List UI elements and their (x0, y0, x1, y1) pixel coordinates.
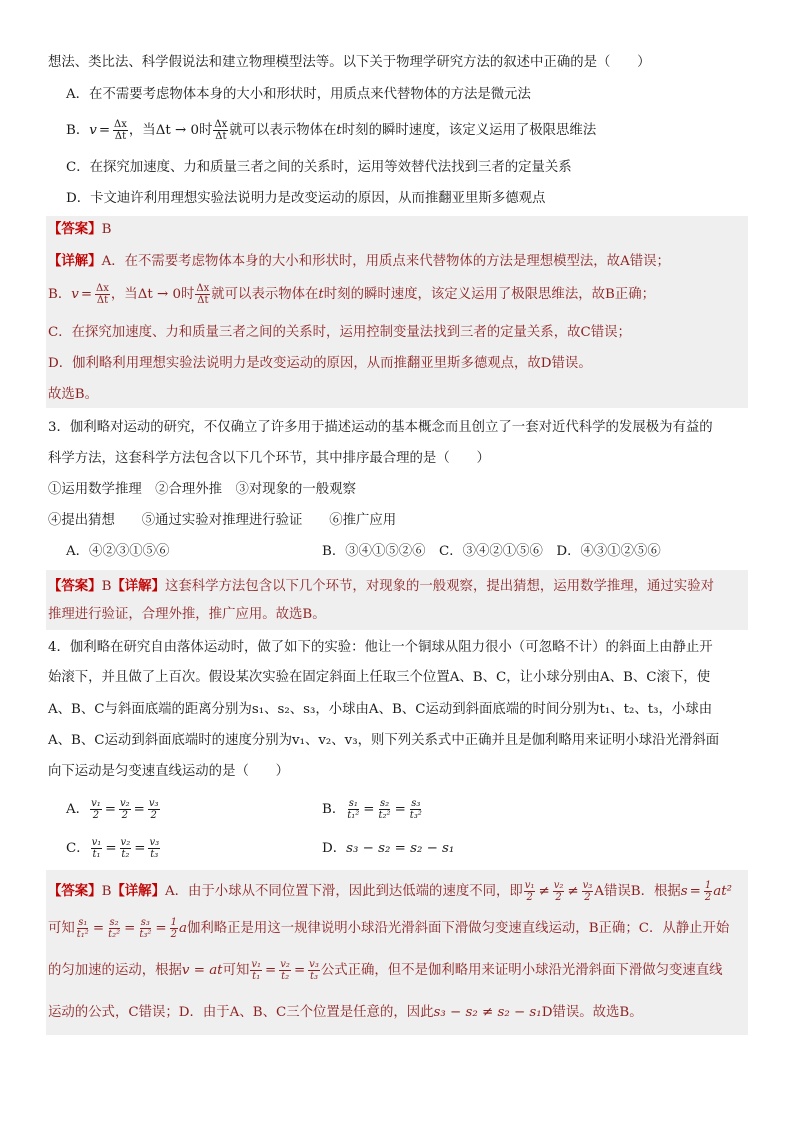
q4-detail-3-post: 公式正确，但不是伽利略用来证明小球沿光滑斜面下滑做匀变速直线 (320, 963, 723, 978)
answer-tag: 【答案】 (48, 578, 102, 594)
q4-option-b: B． $\frac{\text{s₁}}{\text{t₁²}}$ = $\frac{\text{s₂}}{\text{t₂²}}$ = $\frac{\text{s₃}}{\text{t₃²}}$ (322, 798, 422, 821)
q2-option-d: D．卡文迪许利用理想实验法说明力是改变运动的原因，从而推翻亚里斯多德观点 (66, 191, 546, 206)
detail-tag: 【详解】 (111, 883, 165, 899)
frac-num: Δx (196, 283, 210, 294)
q3-answer-line (48, 573, 744, 599)
q2-option-b-frac-2 (213, 119, 228, 142)
q4-option-a-label: A． (66, 802, 90, 817)
q2-answer-box (46, 216, 748, 408)
q4-detail-4-pre: 运动的公式，C错误；D．由于A、B、C三个位置是任意的，因此 (48, 1005, 434, 1020)
q3-answer-text-1: 这套科学方法包含以下几个环节，对现象的一般观察，提出猜想，运用数学推理，通过实验对 (164, 579, 714, 594)
q2-option-b-v: v (89, 123, 97, 138)
detail-b-t: t (318, 287, 324, 302)
answer-value: B (101, 579, 112, 594)
q4-detail-3-pre: 的匀加速的运动，根据 (48, 963, 182, 978)
q4-detail-3: 的匀加速的运动，根据v = at可知 $\frac{\text{v₁}}{\text{t₁}}$ = $\frac{\text{v₂}}{\text{t₂}}$ = $\frac{\text{v₃}}{\text{t₃}}$ 公式正确，但不是伽利略用来证明小球沿光滑斜面下滑做匀变速直线 (48, 959, 723, 982)
detail-tag: 【详解】 (111, 578, 165, 594)
q4-detail-3-eq: v = at (181, 963, 223, 978)
q2-option-b-t: t (336, 123, 342, 138)
q4-detail-1-pre: A．由于小球从不同位置下滑，因此到达低端的速度不同，即 (164, 884, 523, 899)
q2-detail-a (48, 248, 744, 274)
q3-stem-2: 科学方法，这套科学方法包含以下几个环节，其中排序最合理的是（ ） (48, 451, 490, 466)
q3-answer-box (46, 570, 748, 630)
frac-num: Δx (96, 283, 109, 294)
q4-detail-4 (48, 1000, 744, 1026)
q2-option-b-cond: ，当Δt → 0时 (128, 123, 213, 138)
detail-b-label: B． (48, 287, 72, 302)
q2-option-b (66, 116, 754, 146)
q4-detail-2-pre: 可知 (48, 921, 75, 936)
q2-option-b-suffix: 时刻的瞬时速度，该定义运用了极限思维法 (341, 123, 597, 138)
q4-option-c: C． $\frac{\text{v₁}}{\text{t₁}}$ = $\frac{\text{v₂}}{\text{t₂}}$ = $\frac{\text{v₃}}{\text{t₃}}$ (66, 837, 160, 860)
q3-items-1: ①运用数学推理 ②合理外推 ③对现象的一般观察 (48, 482, 356, 497)
q4-detail-3-mid: 可知 (222, 963, 250, 978)
q3-option-a: A．④②③①⑤⑥ (66, 544, 170, 559)
q3-stem-1: 3．伽利略对运动的研究，不仅确立了许多用于描述运动的基本概念而且创立了一套对近代科学的发展极为有益的 (48, 420, 713, 435)
q2-stem: 想法、类比法、科学假说法和建立物理模型法等。以下关于物理学研究方法的叙述中正确的是（ ） (48, 55, 651, 70)
q2-detail-d: D．伽利略利用理想实验法说明力是改变运动的原因，从而推翻亚里斯多德观点，故D错误。 (48, 356, 592, 371)
frac-den: Δt (96, 295, 109, 306)
q4-detail-4-post: D错误。故选B。 (541, 1005, 643, 1020)
q2-option-b-eq: = (98, 123, 111, 138)
q2-detail-b (48, 280, 744, 310)
detail-b-eq: = (80, 287, 93, 302)
q4-option-b-label: B． (322, 802, 346, 817)
q3-answer-line-2: 推理进行验证，合理外推，推广应用。故选B。 (48, 607, 326, 622)
frac-den: Δt (215, 131, 227, 142)
q3-items-2: ④提出猜想 ⑤通过实验对推理进行验证 ⑥推广应用 (48, 513, 397, 528)
q3-options-bcd: B．③④①⑤②⑥ C．③④②①⑤⑥ D．④③①②⑤⑥ (322, 544, 661, 559)
frac-num: Δx (214, 119, 228, 130)
q2-option-a: A．在不需要考虑物体本身的大小和形状时，用质点来代替物体的方法是微元法 (66, 87, 531, 102)
q2-answer-line (48, 216, 744, 242)
detail-b-cond: ，当Δt → 0时 (110, 287, 195, 302)
detail-b-frac-2 (195, 283, 210, 306)
frac-den: Δt (197, 295, 209, 306)
q4-stem-5: 向下运动是匀变速直线运动的是（ ） (48, 764, 290, 779)
frac-den: Δt (114, 131, 127, 142)
q2-option-c: C．在探究加速度、力和质量三者之间的关系时，运用等效替代法找到三者的定量关系 (66, 160, 572, 175)
q2-option-b-mid: 就可以表示物体在 (229, 123, 337, 138)
q4-option-d (322, 836, 454, 862)
frac-num: Δx (114, 119, 127, 130)
q4-option-c-label: C． (66, 841, 90, 856)
answer-value: B (101, 884, 112, 899)
q4-stem-2: 始滚下，并且做了上百次。假设某次实验在固定斜面上任取三个位置A、B、C，让小球分别由A、B、C滚下，使 (48, 670, 711, 685)
q4-detail-1-mid: A错误B．根据 (594, 884, 681, 899)
q4-stem-1: 4．伽利略在研究自由落体运动时，做了如下的实验：他让一个铜球从阻力很小（可忽略不计）的斜面上由静止开 (48, 640, 713, 655)
q2-detail-c: C．在探究加速度、力和质量三者之间的关系时，运用控制变量法找到三者的定量关系，故C错误； (48, 325, 631, 340)
answer-tag: 【答案】 (48, 883, 102, 899)
q4-option-a: A． $\frac{\text{v₁}}{2}$ = $\frac{\text{v₂}}{2}$ = $\frac{\text{v₃}}{2}$ (66, 798, 159, 821)
q4-option-d-expr: s₃ − s₂ = s₂ − s₁ (346, 841, 455, 856)
q4-detail-4-expr: s₃ − s₂ ≠ s₂ − s₁ (433, 1005, 542, 1020)
detail-a-text: A．在不需要考虑物体本身的大小和形状时，用质点来代替物体的方法是理想模型法，故A错误； (101, 254, 670, 269)
q2-conclusion: 故选B。 (48, 387, 99, 402)
q4-detail-1: 【答案】B【详解】A．由于小球从不同位置下滑，因此到达低端的速度不同，即 $\frac{\text{v₁}}{2}$ ≠ $\frac{\text{v₂}}{2}$ ≠ $\frac{\text{v₃}}{2}$ A错误B．根据s = $\frac{1}{2}$ at² (48, 880, 732, 903)
q4-answer-box (46, 870, 748, 1035)
detail-b-mid: 就可以表示物体在 (211, 287, 319, 302)
answer-value: B (101, 222, 112, 237)
q2-option-b-label: B． (66, 123, 90, 138)
detail-b-suffix: 时刻的瞬时速度，该定义运用了极限思维法，故B正确； (323, 287, 656, 302)
detail-b-frac (95, 283, 110, 306)
detail-tag: 【详解】 (48, 253, 102, 269)
q4-stem-4: A、B、C运动到斜面底端时的速度分别为v₁、v₂、v₃，则下列关系式中正确并且是伽利略用来证明小球沿光滑斜面 (48, 733, 720, 748)
q2-option-b-frac (113, 119, 128, 142)
q4-detail-2: 可知 $\frac{\text{s₁}}{\text{t₁²}}$ = $\frac{\text{s₂}}{\text{t₂²}}$ = $\frac{\text{s₃}}{\text{t₃²}}$ = $\frac{1}{2}$ a伽利略正是用这一规律说明小球沿光滑斜面下滑做匀变速直线运动，B正确；C．从静止开始 (48, 917, 730, 940)
detail-b-v: v (71, 287, 79, 302)
q4-stem-3: A、B、C与斜面底端的距离分别为s₁、s₂、s₃，小球由A、B、C运动到斜面底端的时间分别为t₁、t₂、t₃，小球由 (48, 702, 713, 717)
q4-option-d-label: D． (322, 841, 347, 856)
q4-detail-2-mid: 伽利略正是用这一规律说明小球沿光滑斜面下滑做匀变速直线运动，B正确；C．从静止开始 (186, 921, 730, 936)
answer-tag: 【答案】 (48, 221, 102, 237)
